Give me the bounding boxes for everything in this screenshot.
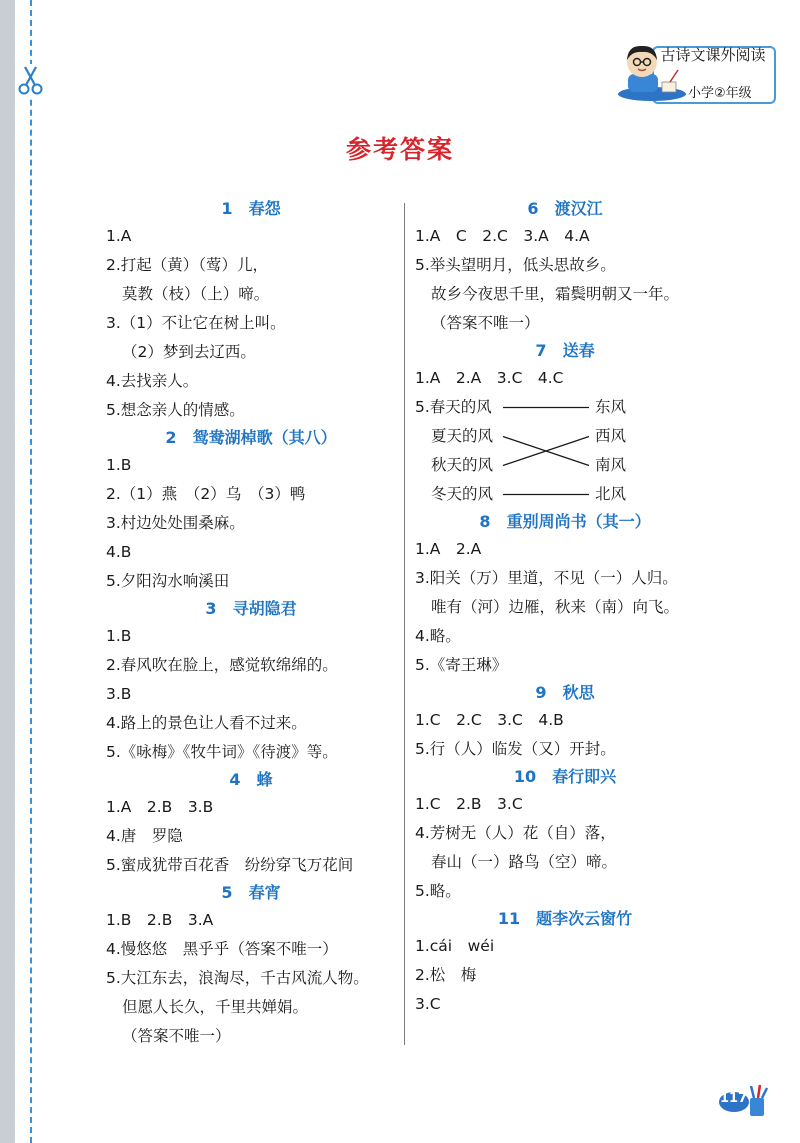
badge-title: 古诗文课外阅读	[660, 46, 766, 64]
matching-lines	[501, 393, 593, 509]
answer-line: 但愿人长久，千里共婵娟。	[122, 998, 309, 1016]
section-number: 8	[479, 512, 491, 531]
answer-line: 1.B 2.B 3.A	[106, 911, 214, 929]
poem-title: 春怨	[248, 199, 281, 218]
match-right-item: 西风	[595, 427, 627, 445]
match-left-item: 秋天的风	[431, 456, 494, 474]
section-number: 1	[221, 199, 233, 218]
match-right-item: 东风	[595, 398, 627, 416]
answer-line: 1.A 2.A	[415, 540, 482, 558]
section-title	[106, 596, 396, 622]
section-title	[106, 880, 396, 906]
column-divider	[404, 203, 405, 1045]
answer-line: 3.村边处处围桑麻。	[106, 514, 245, 532]
poem-title: 秋思	[562, 683, 595, 702]
answer-line: 4.慢悠悠 黑乎乎（答案不唯一）	[106, 940, 338, 958]
section-title	[415, 680, 715, 706]
match-right-item: 北风	[595, 485, 627, 503]
section-title	[415, 764, 715, 790]
answer-line: 2.春风吹在脸上，感觉软绵绵的。	[106, 656, 338, 674]
answer-line: 5.《寄王琳》	[415, 656, 508, 674]
poem-title: 春宵	[248, 883, 281, 902]
answer-line: 春山（一）路鸟（空）啼。	[431, 853, 618, 871]
badge-grade: 小学②年级	[688, 86, 752, 101]
answer-line: 5.蜜成犹带百花香 纷纷穿飞万花间	[106, 856, 354, 874]
answer-line: 1.A C 2.C 3.A 4.A	[415, 227, 590, 245]
answer-line: 1.C 2.B 3.C	[415, 795, 523, 813]
section-number: 10	[513, 767, 537, 786]
poem-title: 寻胡隐君	[232, 599, 297, 618]
match-left-item: 5.春天的风	[415, 398, 492, 416]
section-title	[415, 196, 715, 222]
poem-title: 送春	[562, 341, 595, 360]
section-number: 2	[165, 428, 177, 447]
section-title	[106, 196, 396, 222]
answer-line: 3.阳关（万）里道，不见（一）人归。	[415, 569, 678, 587]
answer-line: 3.B	[106, 685, 132, 703]
series-badge	[608, 40, 776, 102]
answer-line: （答案不唯一）	[431, 314, 540, 332]
section-title	[415, 906, 715, 932]
answer-line: 4.唐 罗隐	[106, 827, 183, 845]
page-number: 117	[720, 1091, 748, 1106]
poem-title: 春行即兴	[552, 767, 617, 786]
answer-line: 1.A 2.A 3.C 4.C	[415, 369, 564, 387]
section-title	[415, 338, 715, 364]
section-number: 9	[535, 683, 547, 702]
cut-line	[30, 0, 32, 1143]
match-right-item: 南风	[595, 456, 627, 474]
answer-line: 莫教（枝）（上）啼。	[122, 285, 270, 303]
poem-title: 题李次云窗竹	[536, 909, 633, 928]
answer-line: 5.行（人）临发（又）开封。	[415, 740, 616, 758]
page-edge-strip	[0, 0, 15, 1143]
answer-line: 4.略。	[415, 627, 461, 645]
answer-line: 2.松 梅	[415, 966, 477, 984]
answer-line: 4.B	[106, 543, 132, 561]
answer-line: 1.B	[106, 456, 132, 474]
section-number: 11	[497, 909, 521, 928]
section-title	[106, 767, 396, 793]
section-number: 6	[527, 199, 539, 218]
match-left-item: 夏天的风	[431, 427, 494, 445]
section-title	[106, 425, 396, 451]
right-column	[415, 196, 715, 1019]
section-number: 7	[535, 341, 547, 360]
answer-line: 故乡今夜思千里，霜鬓明朝又一年。	[431, 285, 680, 303]
answer-line: 4.路上的景色让人看不过来。	[106, 714, 307, 732]
page-title: 参考答案	[345, 135, 454, 164]
answer-line: 5.举头望明月，低头思故乡。	[415, 256, 616, 274]
answer-line: 3.（1）不让它在树上叫。	[106, 314, 286, 332]
answer-line: 3.C	[415, 995, 441, 1013]
section-number: 4	[229, 770, 241, 789]
answer-line: （答案不唯一）	[122, 1027, 231, 1045]
poem-title: 鸳鸯湖棹歌（其八）	[192, 428, 337, 447]
answer-line: 1.A	[106, 227, 132, 245]
answer-line: 4.去找亲人。	[106, 372, 199, 390]
answer-line: 5.《咏梅》《牧牛词》《待渡》等。	[106, 743, 338, 761]
answer-line: 1.cái wéi	[415, 937, 495, 955]
page-number-badge	[718, 1084, 770, 1118]
poem-title: 蜂	[256, 770, 273, 789]
section-title	[415, 509, 715, 535]
answer-line: 1.C 2.C 3.C 4.B	[415, 711, 564, 729]
answer-line: 2.（1）燕 （2）乌 （3）鸭	[106, 485, 306, 503]
poem-title: 重别周尚书（其一）	[506, 512, 651, 531]
scissors-icon	[17, 64, 45, 96]
answer-line: 5.夕阳沟水响溪田	[106, 572, 230, 590]
match-left-item: 冬天的风	[431, 485, 494, 503]
answer-line: 1.B	[106, 627, 132, 645]
answer-line: 2.打起（黄）（莺）儿，	[106, 256, 269, 274]
answer-line: 5.想念亲人的情感。	[106, 401, 245, 419]
answer-line: 5.大江东去，浪淘尽，千古风流人物。	[106, 969, 369, 987]
answer-line: 1.A 2.B 3.B	[106, 798, 214, 816]
poem-title: 渡汉江	[554, 199, 603, 218]
answer-line: 4.芳树无（人）花（自）落，	[415, 824, 616, 842]
answer-line: 5.略。	[415, 882, 461, 900]
section-number: 5	[221, 883, 233, 902]
answer-line: （2）梦到去辽西。	[122, 343, 256, 361]
section-number: 3	[205, 599, 217, 618]
answer-line: 唯有（河）边雁，秋来（南）向飞。	[431, 598, 680, 616]
matching-exercise	[415, 393, 715, 509]
left-column	[106, 196, 396, 1051]
